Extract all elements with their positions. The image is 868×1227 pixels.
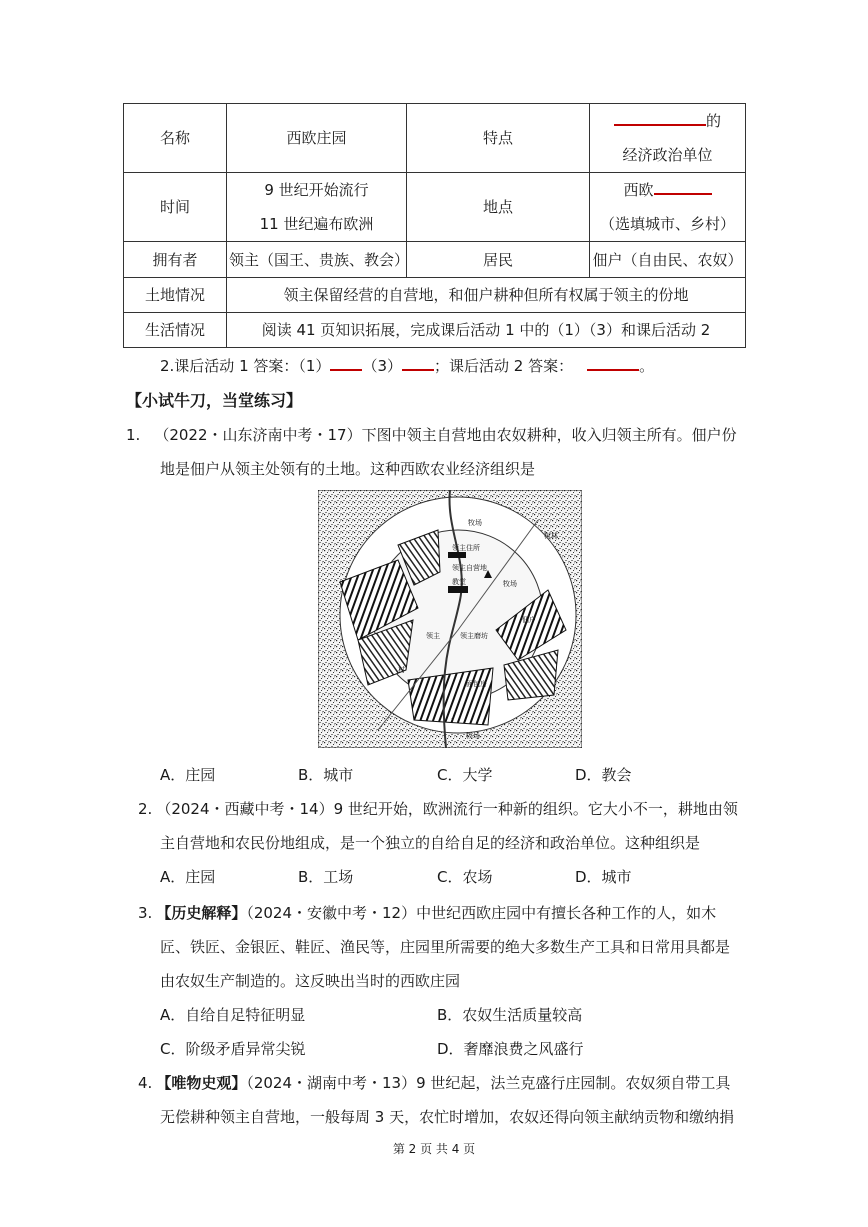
answer-blank[interactable]	[402, 355, 434, 371]
table-cell: 领主保留经营的自营地，和佃户耕种但所有权属于领主的份地	[227, 278, 746, 313]
section-title: 【小试牛刀，当堂练习】	[126, 391, 303, 410]
answer-blank[interactable]	[587, 355, 639, 371]
table-row	[124, 104, 746, 173]
fill-blank	[614, 110, 706, 126]
q3-option-c[interactable]: C．阶级矛盾异常尖锐	[160, 1040, 306, 1058]
question-number: 3.	[138, 904, 153, 922]
q2-option-a[interactable]: A．庄园	[160, 868, 216, 886]
table-cell: 居民	[407, 242, 590, 278]
map-label: 领主	[426, 632, 440, 640]
cell-text: 经济政治单位	[622, 146, 713, 164]
table-cell: 生活情况	[124, 313, 227, 348]
map-label: 树林	[544, 532, 558, 540]
answers-line	[160, 355, 654, 376]
answer-text: 2.课后活动 1 答案：（1）	[160, 357, 331, 375]
table-cell: 时间	[124, 173, 227, 242]
q2-option-d[interactable]: D．城市	[575, 868, 632, 886]
cell-text: 的	[705, 112, 721, 130]
table-cell	[590, 104, 746, 173]
question-number: 4.	[138, 1074, 153, 1092]
map-label: 领主住所	[452, 544, 480, 552]
table-cell: 地点	[407, 173, 590, 242]
q3-option-a[interactable]: A．自给自足特征明显	[160, 1006, 306, 1024]
question-4-line-1	[138, 1072, 730, 1093]
fill-blank	[654, 179, 712, 195]
question-2-line-1	[138, 798, 738, 819]
q1-option-d[interactable]: D．教会	[575, 766, 632, 784]
table-cell: 土地情况	[124, 278, 227, 313]
q1-option-a[interactable]: A．庄园	[160, 766, 216, 784]
table-cell: 领主（国王、贵族、教会）	[227, 242, 407, 278]
table-cell: 西欧庄园	[227, 104, 407, 173]
question-text: （2024・西藏中考・14）9 世纪开始，欧洲流行一种新的组织。它大小不一，耕地由领	[156, 800, 738, 818]
question-tag: 【唯物史观】	[156, 1074, 247, 1092]
map-label: 面包房	[466, 680, 487, 688]
question-number: 1.	[126, 426, 141, 444]
question-1-line-1	[126, 424, 737, 445]
q3-option-b[interactable]: B．农奴生活质量较高	[437, 1006, 583, 1024]
table-row	[124, 313, 746, 348]
table-cell: 拥有者	[124, 242, 227, 278]
question-text: （2022・山东济南中考・17）下图中领主自营地由农奴耕种，收入归领主所有。佃户份	[154, 426, 737, 444]
question-3-line-3: 由农奴生产制造的。这反映出当时的西欧庄园	[160, 972, 461, 990]
map-label: 佃户	[522, 616, 536, 624]
question-3-line-2: 匠、铁匠、金银匠、鞋匠、渔民等，庄园里所需要的绝大多数生产工具和日常用具都是	[160, 938, 731, 956]
q1-option-c[interactable]: C．大学	[437, 766, 493, 784]
cell-text: 9 世纪开始流行	[264, 181, 369, 199]
page-footer: 第 2 页 共 4 页	[392, 1142, 476, 1156]
table-cell: 阅读 41 页知识拓展，完成课后活动 1 中的（1）（3）和课后活动 2	[227, 313, 746, 348]
table-cell: 佃户（自由民、农奴）	[590, 242, 746, 278]
cell-text: 西欧	[623, 181, 654, 199]
question-1-line-2: 地是佃户从领主处领有的土地。这种西欧农业经济组织是	[160, 460, 536, 478]
table-cell: 特点	[407, 104, 590, 173]
map-label: 领主磨坊	[460, 632, 488, 640]
map-label: 教堂	[452, 578, 466, 586]
answer-text: 。	[639, 357, 655, 375]
question-tag: 【历史解释】	[156, 904, 247, 922]
question-2-line-2: 主自营地和农民份地组成，是一个独立的自给自足的经济和政治单位。这种组织是	[160, 834, 701, 852]
table-cell: 名称	[124, 104, 227, 173]
answer-blank[interactable]	[330, 355, 362, 371]
cell-text: （选填城市、乡村）	[599, 215, 735, 233]
q1-option-b[interactable]: B．城市	[298, 766, 354, 784]
answer-text: （3）	[362, 357, 402, 375]
q2-option-c[interactable]: C．农场	[437, 868, 493, 886]
manor-map	[318, 490, 582, 748]
map-label: 领主自营地	[452, 564, 487, 572]
q2-option-b[interactable]: B．工场	[298, 868, 354, 886]
map-label: 牧场	[468, 519, 482, 527]
question-text: （2024・湖南中考・13）9 世纪起，法兰克盛行庄园制。农奴须自带工具	[246, 1074, 731, 1092]
question-number: 2.	[138, 800, 153, 818]
map-label: 牧场	[503, 580, 517, 588]
manor-info-table	[123, 103, 746, 348]
table-cell	[227, 173, 407, 242]
table-row	[124, 242, 746, 278]
answer-text: ；课后活动 2 答案：	[433, 357, 574, 375]
map-label: 村	[398, 666, 405, 674]
map-building	[448, 586, 468, 593]
question-text: （2024・安徽中考・12）中世纪西欧庄园中有擅长各种工作的人，如木	[246, 904, 717, 922]
cell-text: 11 世纪遍布欧洲	[259, 215, 374, 233]
question-4-line-2: 无偿耕种领主自营地，一般每周 3 天，农忙时增加，农奴还得向领主献纳贡物和缴纳捐	[160, 1108, 735, 1126]
q3-option-d[interactable]: D．奢靡浪费之风盛行	[437, 1040, 584, 1058]
map-building	[448, 552, 466, 558]
map-label: 牧场	[466, 732, 480, 740]
table-cell	[590, 173, 746, 242]
question-3-line-1	[138, 902, 716, 923]
table-row	[124, 278, 746, 313]
table-row	[124, 173, 746, 242]
